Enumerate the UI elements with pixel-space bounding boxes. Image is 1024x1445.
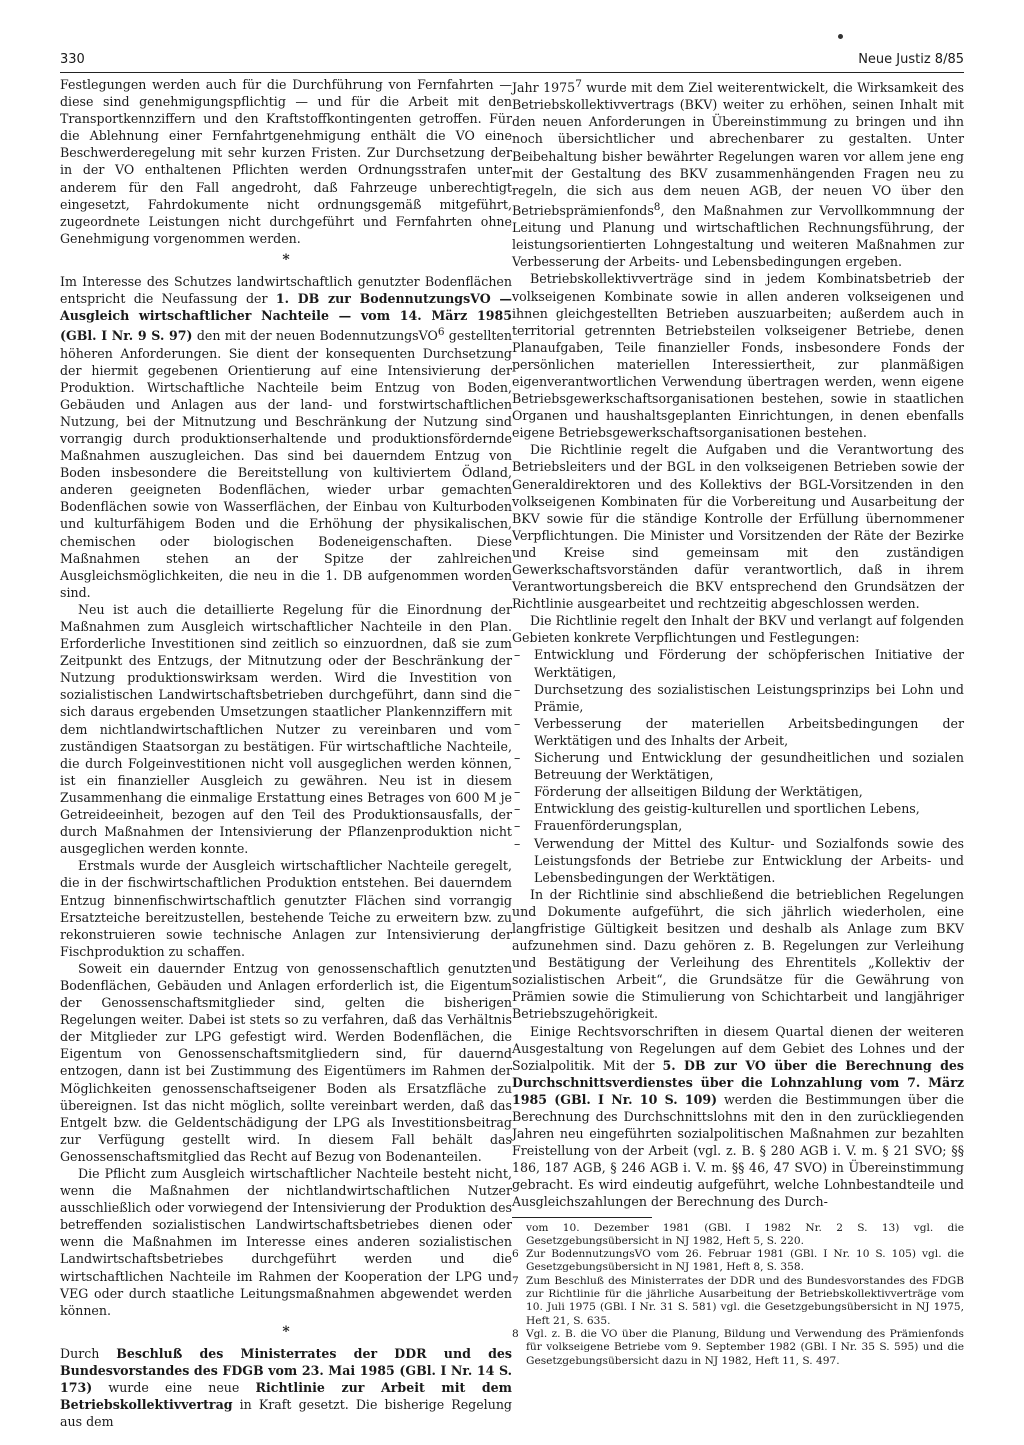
list-item: – Frauenförderungsplan, [512, 817, 964, 834]
list-item: – Förderung der allseitigen Bildung der Werktätigen, [512, 783, 964, 800]
list-item: – Entwicklung des geistig-kulturellen und sportlichen Lebens, [512, 800, 964, 817]
paragraph: Durch Beschluß des Ministerrates der DDR und des Bundesvorstandes des FDGB vom 23. Mai 1985 (GBl. I Nr. 14 S. 173) wurde eine neue Richtlinie zur Arbeit mit dem Betriebskollektivvertrag in Kraft gesetzt. Die bisherige Regelung aus dem [60, 1345, 512, 1430]
paragraph: Neu ist auch die detaillierte Regelung für die Einordnung der Maßnahmen zum Ausgleich wirtschaftlicher Nachteile in den Plan. Erforderliche Investitionen sind zeitlich so einzuordnen, daß sie zum Zeitpunkt des Entzugs, der Mitnutzung oder der Beschränkung der Nutzung produktionswirksam werden. Wird die Investition von sozialistischen Landwirtschaftsbetrieben durchgeführt, dann sind die sich daraus ergebenden Umsetzungen staatlicher Plankennziffern mit dem nichtlandwirtschaftlichen Nutzer zu vereinbaren und vom zuständigen Staatsorgan zu bestätigen. Für wirtschaftliche Nachteile, die durch Folgeinvestitionen nicht voll ausgeglichen werden können, ist ein finanzieller Ausgleich zu gewähren. Neu ist in diesem Zusammenhang die einmalige Erstattung eines Betrages von 600 M je Getreideeinheit, bezogen auf den Teil des Produktionsausfalls, der durch Maßnahmen der Intensivierung der Pflanzenproduktion nicht ausgeglichen werden konnte. [60, 601, 512, 857]
journal-reference: Neue Justiz 8/85 [858, 52, 964, 67]
list-item: – Verbesserung der materiellen Arbeitsbedingungen der Werktätigen und des Inhalts der Arbeit, [512, 715, 964, 749]
section-separator: * [282, 1323, 290, 1340]
paragraph: Die Richtlinie regelt den Inhalt der BKV und verlangt auf folgenden Gebieten konkrete Verpflichtungen und Festlegungen: [512, 613, 964, 646]
list-item: – Verwendung der Mittel des Kultur- und Sozialfonds sowie des Leistungsfonds der Betriebe zur Entwicklung der Arbeits- und Lebensbedingungen der Werktätigen. [512, 835, 964, 886]
footnote-ref: 8 [653, 200, 661, 213]
running-header [60, 52, 964, 73]
footnote: 7 Zum Beschluß des Ministerrates der DDR und des Bundesvorstandes des FDGB zur Richtlinie für die jährliche Ausarbeitung der Betriebskollektivverträge vom 10. Juli 1975 (GBl. I Nr. 31 S. 581) vgl. die Gesetzgebungsübersicht in NJ 1975, Heft 21, S. 635. [512, 1274, 964, 1327]
footnote: 8 Vgl. z. B. die VO über die Planung, Bildung und Verwendung des Prämienfonds für volkseigene Betriebe vom 9. September 1982 (GBl. I Nr. 35 S. 595) und die Gesetzgebungsübersicht dazu in NJ 1982, Heft 11, S. 497. [512, 1327, 964, 1367]
footnote-ref: 6 [437, 326, 445, 339]
footnote-ref: 7 [575, 78, 582, 90]
printer-mark [838, 34, 843, 39]
page-number: 330 [60, 52, 85, 67]
paragraph: Im Interesse des Schutzes landwirtschaftlich genutzter Bodenflächen entspricht die Neufassung der 1. DB zur BodennutzungsVO — Ausgleich wirtschaftlicher Nachteile — vom 14. März 1985 (GBl. I Nr. 9 S. 97) den mit der neuen BodennutzungsVO$^6$ gestellten höheren Anforderungen. Sie dient der konsequenten Durchsetzung der hiermit gegebenen Orientierung auf eine Intensivierung der Produktion. Wirtschaftliche Nachteile beim Entzug von Boden, Gebäuden und Anlagen aus der land- und forstwirtschaftlichen Nutzung, bei der Mitnutzung und Beschränkung der Nutzung sind vorrangig durch produktionserhaltende und produktionsfördernde Maßnahmen auszugleichen. Das sind bei dauerndem Entzug von Boden insbesondere die Bereitstellung von kultiviertem Ödland, anderen geeigneten Bodenflächen, wieder urbar gemachten Bodenflächen sowie von Wasserflächen, der Einbau von Kulturboden und kulturfähigem Boden und die Erhöhung der physikalischen, chemischen oder biologischen Bodeneigenschaften. Diese Maßnahmen stehen an der Spitze der zahlreichen Ausgleichsmöglichkeiten, die neu in die 1. DB aufgenommen worden sind. [60, 273, 512, 600]
footnote: 6 Zur BodennutzungsVO vom 26. Februar 1981 (GBl. I Nr. 10 S. 105) vgl. die Gesetzgebungsübersicht in NJ 1981, Heft 8, S. 358. [512, 1248, 964, 1274]
paragraph: Soweit ein dauernder Entzug von genossenschaftlich genutzten Bodenflächen, Gebäuden und Anlagen erforderlich ist, die Eigentum der Genossenschaftsmitglieder sind, gelten die bisherigen Regelungen weiter. Dabei ist stets so zu verfahren, daß das Verhältnis der Mitglieder zur LPG gefestigt wird. Werden Bodenflächen, die Eigentum von Genossenschaftsmitgliedern sind, für dauernd entzogen, dann ist bei Zustimmung des Eigentümers im Rahmen der Möglichkeiten genossenschaftseigener Boden als Ersatzfläche zu übereignen. Ist das nicht möglich, sollte vereinbart werden, daß das Entgelt bzw. die Geldentschädigung der LPG als Investitionsbeitrag zur Verfügung gestellt wird. In diesem Fall behält das Genossenschaftsmitglied das Recht auf Bezug von Bodenanteilen. [60, 960, 512, 1164]
paragraph: Erstmals wurde der Ausgleich wirtschaftlicher Nachteile geregelt, die in der fischwirtschaftlichen Produktion entstehen. Bei dauerndem Entzug binnenfischwirtschaftlich genutzter Flächen sind vorrangig Ersatzteiche bereitzustellen, bestehende Teiche zu erweitern bzw. zu rekonstruieren sowie technische Anlagen zur Intensivierung der Fischproduktion zu schaffen. [60, 858, 512, 959]
section-separator: * [282, 251, 290, 268]
left-column [60, 76, 512, 1430]
paragraph: Festlegungen werden auch für die Durchführung von Fernfahrten — diese sind genehmigungspflichtig — und für die Arbeit mit den Transportkennziffern und den Kraftstoffkontingenten getroffen. Für die Ablehnung einer Fernfahrtgenehmigung enthält die VO eine Beschwerderegelung mit sehr kurzen Fristen. Zur Durchsetzung der in der VO enthaltenen Pflichten werden Ordnungsstrafen unter anderem für den Fall angedroht, daß Fahrzeuge unberechtigt eingesetzt, Fahrdokumente nicht ordnungsgemäß mitgeführt, zugeordnete Leistungen nicht durchgeführt und Fernfahrten ohne Genehmigung vorgenommen werden. [60, 77, 512, 246]
regulation-title: Richtlinie zur Arbeit mit dem Betriebskollektivvertrag [60, 1380, 512, 1413]
paragraph: In der Richtlinie sind abschließend die betrieblichen Regelungen und Dokumente aufgeführt, die sich jährlich wiederholen, eine langfristige Gültigkeit besitzen und deshalb als Anlage zum BKV aufzunehmen sind. Dazu gehören z. B. Regelungen zur Verleihung und Bestätigung der Verleihung des Ehrentitels „Kollektiv der sozialistischen Arbeit“, die Grundsätze für die Gewährung von Prämien sowie die Stimulierung von Schichtarbeit und langjähriger Betriebszugehörigkeit. [512, 886, 964, 1022]
paragraph: Betriebskollektivverträge sind in jedem Kombinatsbetrieb der volkseigenen Kombinate sowie in allen anderen volkseigenen und ihnen gleichgestellten Betrieben auszuarbeiten; außerdem auch in territorial getrennten Betriebsteilen volkseigener Betriebe, denen Planaufgaben, Teile finanzieller Fonds, insbesondere Fonds der persönlichen materiellen Interessiertheit, zur planmäßigen eigenverantwortlichen Verwendung übertragen werden, wenn eigene Betriebsgewerkschaftsorganisationen bestehen, sowie in staatlichen Organen und haushaltsgeplanten Einrichtungen, in denen ebenfalls eigene Betriebsgewerkschaftsorganisationen bestehen. [512, 271, 964, 441]
requirements-list [512, 646, 964, 885]
list-item: – Sicherung und Entwicklung der gesundheitlichen und sozialen Betreuung der Werktätigen, [512, 749, 964, 783]
regulation-title: 1. DB zur BodennutzungsVO — Ausgleich wirtschaftlicher Nachteile — vom 14. März 1985 (GBl. I Nr. 9 S. 97) [60, 291, 512, 344]
list-item: – Entwicklung und Förderung der schöpferischen Initiative der Werktätigen, [512, 646, 964, 680]
paragraph: Jahr 1975$^7$ wurde mit dem Ziel weiterentwickelt, die Wirksamkeit des Betriebskollektivvertrags (BKV) weiter zu erhöhen, seinen Inhalt mit den neuen Anforderungen in Übereinstimmung zu bringen und ihn noch übersichtlicher und abrechenbarer zu gestalten. Unter Beibehaltung bisher bewährter Regelungen waren vor allem jene eng mit der Gestaltung des BKV zusammenhängenden Fragen neu zu regeln, die sich aus dem neuen AGB, der neuen VO über den Betriebsprämienfonds$^8$, den Maßnahmen zur Vervollkommnung der Leitung und Planung und wirtschaftlichen Rechnungsführung, der leistungsorientierten Lohngestaltung und weiteren Maßnahmen zur Verbesserung der Arbeits- und Lebensbedingungen ergeben. [512, 78, 964, 270]
footnote: vom 10. Dezember 1981 (GBl. I 1982 Nr. 2 S. 13) vgl. die Gesetzgebungsübersicht in NJ 1982, Heft 5, S. 220. [526, 1221, 964, 1247]
paragraph: Die Richtlinie regelt die Aufgaben und die Verantwortung des Betriebsleiters und der BGL in den volkseigenen Betrieben sowie der Generaldirektoren und des Kollektivs der BGL-Vorsitzenden in den volkseigenen Kombinaten für die Vorbereitung und Ausarbeitung der BKV sowie für die ständige Kontrolle der Erfüllung übernommener Verpflichtungen. Die Minister und Vorsitzenden der Räte der Bezirke und Kreise sind gemeinsam mit den zuständigen Gewerkschaftsvorständen dafür verantwortlich, daß in ihrem Verantwortungsbereich die BKV entsprechend den Grundsätzen der Richtlinie ausgearbeitet und rechtzeitig abgeschlossen werden. [512, 442, 964, 612]
footnote-divider [512, 1217, 652, 1218]
list-item: – Durchsetzung des sozialistischen Leistungsprinzips bei Lohn und Prämie, [512, 681, 964, 715]
regulation-title: 5. DB zur VO über die Berechnung des Durchschnittsverdienstes über die Lohnzahlung vom 7. März 1985 (GBl. I Nr. 10 S. 109) [512, 1057, 964, 1107]
paragraph: Einige Rechtsvorschriften in diesem Quartal dienen der weiteren Ausgestaltung von Regelungen auf dem Gebiet des Lohnes und der Sozialpolitik. Mit der 5. DB zur VO über die Berechnung des Durchschnittsverdienstes über die Lohnzahlung vom 7. März 1985 (GBl. I Nr. 10 S. 109) werden die Bestimmungen über die Berechnung des Durchschnittslohns mit den in den zurückliegenden Jahren neu eingeführten sozialpolitischen Maßnahmen zur bezahlten Freistellung von der Arbeit (vgl. z. B. § 280 AGB i. V. m. § 21 SVO; §§ 186, 187 AGB, § 246 AGB i. V. m. §§ 46, 47 SVO) in Übereinstimmung gebracht. Es wird eindeutig aufgeführt, welche Lohnbestandteile und Ausgleichszahlungen der Berechnung des Durch- [512, 1023, 964, 1210]
right-column [512, 76, 964, 1368]
paragraph: Die Pflicht zum Ausgleich wirtschaftlicher Nachteile besteht nicht, wenn die Maßnahmen der nichtlandwirtschaftlichen Nutzer ausschließlich oder vorwiegend der Intensivierung der Produktion des betreffenden sozialistischen Landwirtschaftsbetriebes dienen oder wenn die Maßnahmen im Interesse eines anderen sozialistischen Landwirtschaftsbetriebes durchgeführt werden und die wirtschaftlichen Nachteile im Rahmen der Kooperation der LPG und VEG oder durch staatliche Leitungsmaßnahmen abgewendet werden können. [60, 1166, 512, 1318]
regulation-title: Beschluß des Ministerrates der DDR und des Bundesvorstandes des FDGB vom 23. Mai 1985 (GBl. I Nr. 14 S. 173) [60, 1345, 512, 1396]
